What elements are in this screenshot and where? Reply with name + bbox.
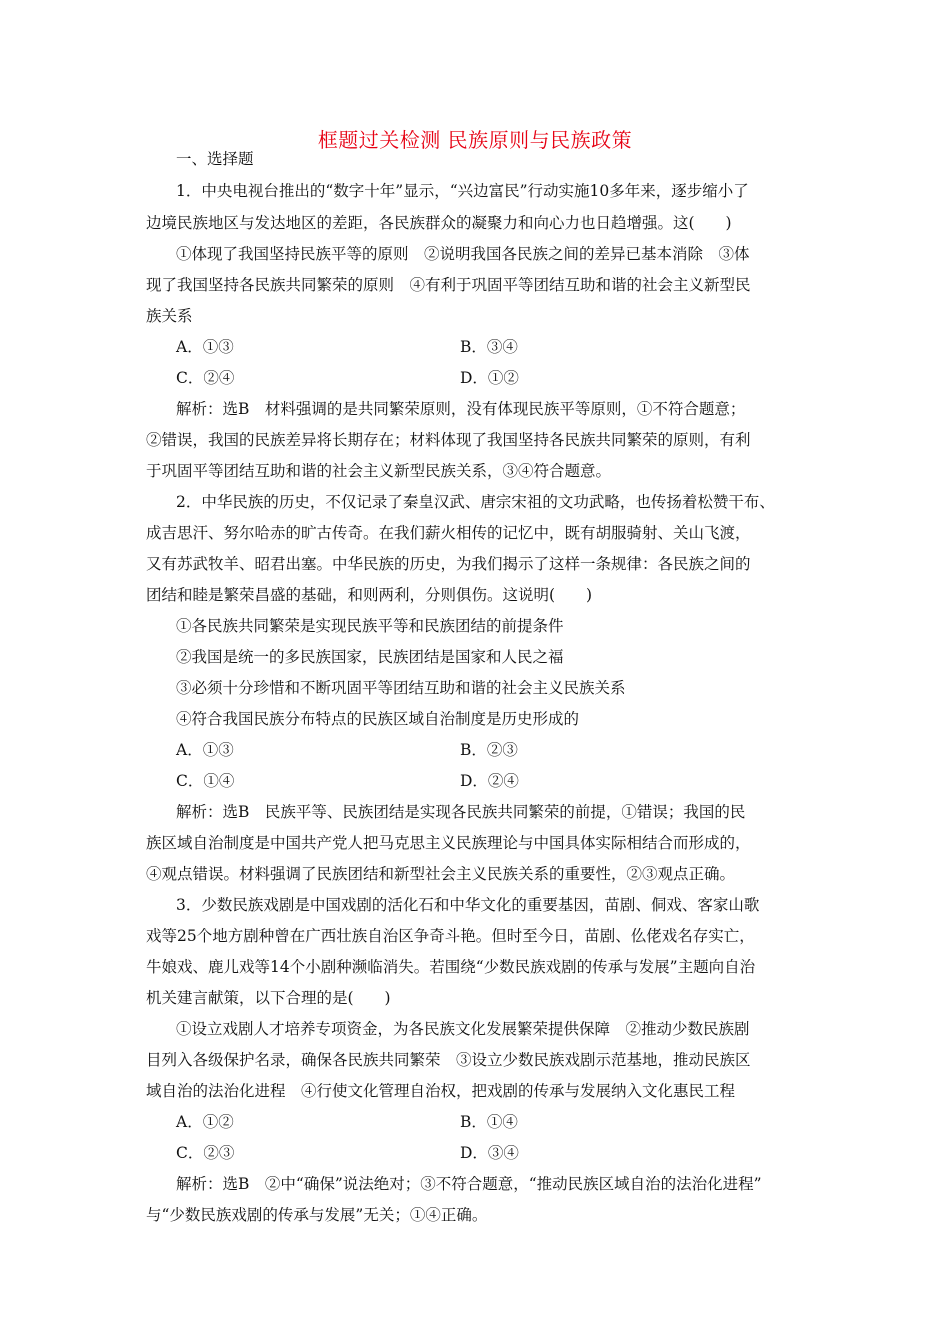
q1-stem-line: 1．中央电视台推出的“数字十年”显示，“兴边富民”行动实施10多年来，逐步缩小了 [176,182,749,200]
q3-option-b: B．①④ [460,1113,518,1131]
section-heading: 一、选择题 [176,150,254,168]
q1-item-line: ①体现了我国坚持民族平等的原则 ②说明我国各民族之间的差异已基本消除 ③体 [176,245,750,263]
q2-stem-line: 团结和睦是繁荣昌盛的基础，和则两利，分则俱伤。这说明( ) [146,586,593,604]
q2-option-c: C．①④ [176,772,235,790]
q1-option-a: A．①③ [176,338,234,356]
q3-analysis-line: 解析：选B ②中“确保”说法绝对；③不符合题意，“推动民族区域自治的法治化进程” [176,1175,762,1193]
q2-analysis-line: 族区域自治制度是中国共产党人把马克思主义民族理论与中国具体实际相结合而形成的， [146,834,751,852]
q2-stem-line: 成吉思汗、努尔哈赤的旷古传奇。在我们薪火相传的记忆中，既有胡服骑射、关山飞渡， [146,524,751,542]
q3-stem-line: 3．少数民族戏剧是中国戏剧的活化石和中华文化的重要基因，苗剧、侗戏、客家山歌 [176,896,760,914]
page-title: 框题过关检测 民族原则与民族政策 [317,128,633,152]
q3-option-c: C．②③ [176,1144,235,1162]
q1-option-c: C．②④ [176,369,235,387]
q3-item-line: 目列入各级保护名录，确保各民族共同繁荣 ③设立少数民族戏剧示范基地，推动民族区 [146,1051,751,1069]
q2-option-a: A．①③ [176,741,234,759]
q1-analysis-line: 于巩固平等团结互助和谐的社会主义新型民族关系，③④符合题意。 [146,462,612,480]
q1-item-line: 族关系 [146,307,193,325]
q3-item-line: ①设立戏剧人才培养专项资金，为各民族文化发展繁荣提供保障 ②推动少数民族剧 [176,1020,750,1038]
q2-option-b: B．②③ [460,741,518,759]
q1-option-d: D．①② [460,369,519,387]
q2-option-d: D．②④ [460,772,519,790]
q3-stem-line: 戏等25个地方剧种曾在广西壮族自治区争奇斗艳。但时至今日，苗剧、仫佬戏名存实亡， [146,927,755,945]
q1-item-line: 现了我国坚持各民族共同繁荣的原则 ④有利于巩固平等团结互助和谐的社会主义新型民 [146,276,751,294]
q1-stem-line: 边境民族地区与发达地区的差距，各民族群众的凝聚力和向心力也日趋增强。这( ) [146,214,732,232]
q3-analysis-line: 与“少数民族戏剧的传承与发展”无关；①④正确。 [146,1206,488,1224]
q2-item-line: ③必须十分珍惜和不断巩固平等团结互助和谐的社会主义民族关系 [176,679,626,697]
q2-item-line: ①各民族共同繁荣是实现民族平等和民族团结的前提条件 [176,617,564,635]
q2-analysis-line: ④观点错误。材料强调了民族团结和新型社会主义民族关系的重要性，②③观点正确。 [146,865,736,883]
q3-option-a: A．①② [176,1113,234,1131]
q1-analysis-line: ②错误，我国的民族差异将长期存在；材料体现了我国坚持各民族共同繁荣的原则，有利 [146,431,751,449]
q2-stem-line: 又有苏武牧羊、昭君出塞。中华民族的历史，为我们揭示了这样一条规律：各民族之间的 [146,555,751,573]
q2-item-line: ②我国是统一的多民族国家，民族团结是国家和人民之福 [176,648,564,666]
q3-item-line: 域自治的法治化进程 ④行使文化管理自治权，把戏剧的传承与发展纳入文化惠民工程 [146,1082,736,1100]
q2-item-line: ④符合我国民族分布特点的民族区域自治制度是历史形成的 [176,710,580,728]
q1-analysis-line: 解析：选B 材料强调的是共同繁荣原则，没有体现民族平等原则，①不符合题意； [176,400,746,418]
q3-stem-line: 机关建言献策，以下合理的是( ) [146,989,391,1007]
q2-stem-line: 2．中华民族的历史，不仅记录了秦皇汉武、唐宗宋祖的文功武略，也传扬着松赞干布、 [176,493,775,511]
q3-option-d: D．③④ [460,1144,519,1162]
q2-analysis-line: 解析：选B 民族平等、民族团结是实现各民族共同繁荣的前提，①错误；我国的民 [176,803,746,821]
q3-stem-line: 牛娘戏、鹿儿戏等14个小剧种濒临消失。若围绕“少数民族戏剧的传承与发展”主题向自治 [146,958,756,976]
q1-option-b: B．③④ [460,338,518,356]
